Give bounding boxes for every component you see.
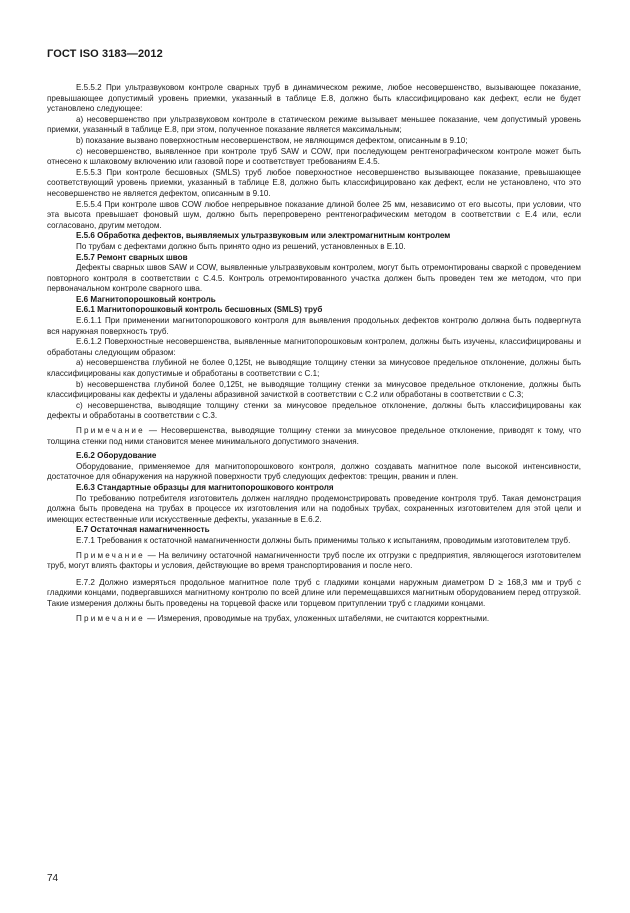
page-number: 74	[47, 873, 59, 884]
section-heading-e-6-2: Е.6.2 Оборудование	[76, 451, 157, 461]
document-header: ГОСТ ISO 3183—2012	[47, 48, 163, 60]
list-item-b: b) показание вызвано поверхностным несовершенством, не являющимся дефектом, описанным в 9.10;	[76, 135, 468, 145]
list-item-a: a) несовершенство при ультразвуковом контроле в статическом режиме вызывает меньшее показание, чем допустимый уровень приемки, указанный в таблице Е.8, при этом, полученное показание является максимальным;	[47, 114, 581, 135]
section-heading-e-7: Е.7 Остаточная намагниченность	[76, 525, 210, 535]
note: Примечание — На величину остаточной намагниченности труб после их отгрузки с предприятия, являющегося изготовителем труб, могут влиять факторы и условия, действующие во время транспортирования и после него.	[47, 550, 581, 571]
paragraph-e-5-5-4: Е.5.5.4 При контроле швов COW любое непрерывное показание длиной более 25 мм, независимо от его высоты, при условии, что эта высота превышает фоновый шум, должно быть перепроверено рентгенографическим методом в соответствии с Е.4 или, если согласовано, другим методом.	[47, 199, 581, 230]
section-heading-e-6-1: Е.6.1 Магнитопорошковый контроль бесшовных (SMLS) труб	[76, 305, 323, 315]
paragraph: Оборудование, применяемое для магнитопорошкового контроля, должно создавать магнитное поле высокой интенсивности, достаточное для обнаружения на наружной поверхности труб следующих дефектов: трещин, рванин и плен.	[47, 461, 581, 482]
paragraph: По трубам с дефектами должно быть принято одно из решений, установленных в Е.10.	[76, 241, 406, 251]
paragraph: Дефекты сварных швов SAW и COW, выявленные ультразвуковым контролем, могут быть отремонтированы сваркой с проведением повторного контроля в соответствии с С.4.5. Контроль отремонтированного участка должен быть проведен тем же методом, что при первоначальном контроле сварного шва.	[47, 263, 581, 294]
paragraph-e-5-5-3: Е.5.5.3 При контроле бесшовных (SMLS) труб любое поверхностное несовершенство вызывающее показание, превышающее соответствующий уровень приемки, указанный в таблице Е.8, должно быть классифицировано как дефект, если не установлено, что это несовершенство не является дефектом, описанным в 9.10.	[47, 167, 581, 198]
paragraph-e-6-1-2: Е.6.1.2 Поверхностные несовершенства, выявленные магнитопорошковым контролем, должны быть изучены, классифицированы и обработаны следующим образом:	[47, 337, 581, 357]
section-heading-e-5-6: Е.5.6 Обработка дефектов, выявляемых ультразвуковым или электромагнитным контролем	[76, 231, 451, 241]
section-heading-e-6-3: Е.6.3 Стандартные образцы для магнитопорошкового контроля	[76, 482, 334, 492]
list-item-c: c) несовершенство, выявленное при контроле труб SAW и COW, при последующем рентгенографическом контроле может быть отнесено к шлаковому включению или газовой поре и соответствует требованиям Е.4.5.	[47, 146, 581, 167]
list-item-b: b) несовершенства глубиной более 0,125t, не выводящие толщину стенки за минусовое предельное отклонение, должны быть классифицированы как дефекты и удалены абразивной зачисткой в соответствии с С.2 или обработаны в соответствии с С.3;	[47, 379, 581, 400]
note: Примечание — Измерения, проводимые на трубах, уложенных штабелями, не считаются корректными.	[76, 613, 490, 623]
paragraph-e-6-1-1: Е.6.1.1 При применении магнитопорошкового контроля для выявления продольных дефектов контролю должна быть подвергнута вся наружная поверхность труб.	[47, 316, 581, 336]
paragraph: По требованию потребителя изготовитель должен наглядно продемонстрировать проведение контроля труб. Такая демонстрация должна быть проведена на трубах в процессе их изготовления или на подобных трубах, сохраненных изготовителем для этой цели и имеющих естественные или искусственные дефекты, указанные в Е.6.2.	[47, 493, 581, 524]
note: Примечание — Несовершенства, выводящие толщину стенки за минусовое предельное отклонение, приводят к тому, что толщина стенки под ними становится менее минимального допустимого значения.	[47, 426, 581, 446]
paragraph-e-7-2: Е.7.2 Должно измеряться продольное магнитное поле труб с гладкими концами наружным диаметром D ≥ 168,3 мм и труб с гладкими концами, подвергавшихся магнитному контролю по всей длине или перемещавшихся магнитным оборудованием перед отгрузкой. Такие измерения должны быть проведены на торцевой фаске или торцевом притуплении труб с гладкими концами.	[47, 577, 581, 608]
paragraph-e-5-5-2: Е.5.5.2 При ультразвуковом контроле сварных труб в динамическом режиме, любое несовершенство, вызывающее показание, превышающее допустимый уровень приемки, указанный в таблице Е.8, должно быть классифицировано как дефект, если не будет установлено следующее:	[47, 83, 581, 114]
document-body	[47, 83, 581, 628]
list-item-a: a) несовершенства глубиной не более 0,125t, не выводящие толщину стенки за минусовое предельное отклонение, должны быть классифицированы как допустимые и обработаны в соответствии с С.1;	[47, 358, 581, 379]
section-heading-e-5-7: Е.5.7 Ремонт сварных швов	[76, 252, 188, 262]
section-heading-e-6: Е.6 Магнитопорошковый контроль	[76, 294, 216, 304]
paragraph-e-7-1: Е.7.1 Требования к остаточной намагниченности должны быть применимы только к испытаниям, проводимым изготовителем труб.	[76, 535, 571, 545]
list-item-c: c) несовершенства, выводящие толщину стенки за минусовое предельное отклонение, должны быть классифицированы как дефекты и обработаны в соответствии с С.3.	[47, 400, 581, 421]
